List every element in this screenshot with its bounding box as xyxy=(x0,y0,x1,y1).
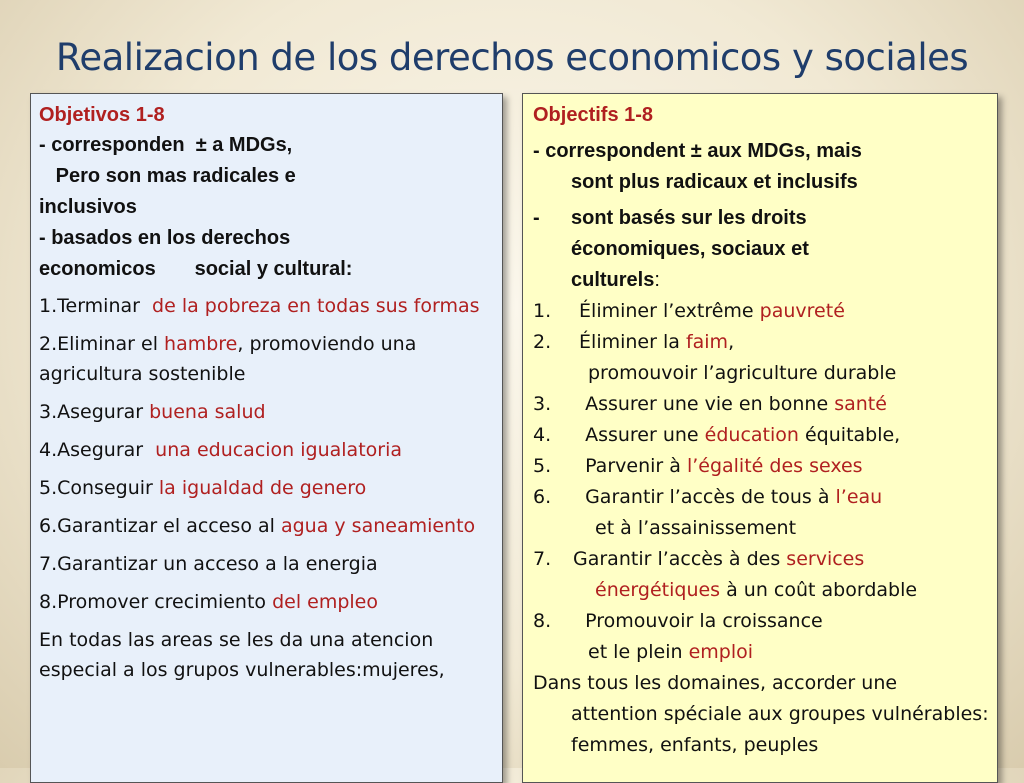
spanish-panel xyxy=(30,93,503,783)
left-closing-note: En todas las areas se les da una atencion especial a los grupos vulnerables:mujeres, xyxy=(39,629,445,681)
objectif-continuation xyxy=(533,513,989,544)
objective-text: 6.Garantizar el acceso al xyxy=(39,515,281,537)
objective-text: 7.Garantizar un acceso a la energia xyxy=(39,553,378,575)
right-intro-line: économiques, sociaux et xyxy=(571,238,809,260)
objective-item-2 xyxy=(39,329,492,389)
objective-highlight: la igualdad de genero xyxy=(158,477,367,499)
right-intro-line: - correspondent ± aux MDGs, mais xyxy=(533,140,862,162)
right-intro-colon: : xyxy=(654,269,660,291)
objectif-highlight: santé xyxy=(834,393,887,415)
objective-item-4 xyxy=(39,435,492,465)
objectif-item-5 xyxy=(533,451,989,482)
item-number: 3. xyxy=(533,393,552,415)
objective-text: 8.Promover crecimiento xyxy=(39,591,273,613)
objective-highlight: del empleo xyxy=(272,591,378,613)
left-intro-line: economicos social y cultural: xyxy=(39,258,353,280)
objective-item-1 xyxy=(39,291,492,321)
objectif-highlight: services xyxy=(786,548,865,570)
objective-item-8 xyxy=(39,587,492,617)
objective-text: 5.Conseguir xyxy=(39,477,159,499)
dash-bullet: - xyxy=(533,207,540,229)
objectif-continuation xyxy=(533,637,989,668)
objectif-item-2 xyxy=(533,327,989,358)
item-number: 7. xyxy=(533,548,552,570)
objective-text: 2.Eliminar el xyxy=(39,333,165,355)
item-number: 1. xyxy=(533,300,552,322)
objectif-item-6 xyxy=(533,482,989,513)
objectif-text: Éliminer l’extrême xyxy=(573,300,760,322)
objectif-text: Parvenir à xyxy=(573,455,687,477)
objective-text: 3.Asegurar xyxy=(39,401,150,423)
right-intro-text: sont basés sur les droits xyxy=(571,207,807,229)
objectif-text: et le plein xyxy=(588,641,689,663)
objective-highlight: de la pobreza en todas sus formas xyxy=(152,295,480,317)
right-intro-line xyxy=(533,265,989,296)
left-intro-line: - basados en los derechos xyxy=(39,227,291,249)
objective-item-5 xyxy=(39,473,492,503)
objectif-item-3 xyxy=(533,389,989,420)
objectif-text: Garantir l’accès à des xyxy=(573,548,787,570)
objectif-item-7 xyxy=(533,544,989,575)
left-panel-heading: Objetivos 1-8 xyxy=(39,104,165,126)
french-panel xyxy=(522,93,998,783)
objective-item-6 xyxy=(39,511,492,541)
slide-title: Realizacion de los derechos economicos y sociales xyxy=(55,36,969,79)
objective-text: , promoviendo una agricultura sostenible xyxy=(39,333,423,385)
objective-highlight: buena salud xyxy=(149,401,266,423)
item-number: 8. xyxy=(533,610,552,632)
right-closing-note-first: Dans tous les domaines, accorder une xyxy=(533,672,898,694)
objective-item-3 xyxy=(39,397,492,427)
item-number: 5. xyxy=(533,455,552,477)
objectif-item-8 xyxy=(533,606,989,637)
objectif-text: à un coût abordable xyxy=(720,579,918,601)
objectif-text: et à l’assainissement xyxy=(595,517,797,539)
objectif-text: Garantir l’accès de tous à xyxy=(573,486,836,508)
right-intro-basis xyxy=(533,203,989,234)
right-intro-line: sont plus radicaux et inclusifs xyxy=(571,171,858,193)
right-intro-text: culturels xyxy=(571,269,655,291)
objective-text: 4.Asegurar xyxy=(39,439,156,461)
objectif-highlight: pauvreté xyxy=(759,300,845,322)
objectif-highlight: éducation xyxy=(704,424,799,446)
item-number: 6. xyxy=(533,486,552,508)
left-intro-line: - corresponden ± a MDGs, xyxy=(39,134,293,156)
objective-text: 1.Terminar xyxy=(39,295,153,317)
objective-item-7 xyxy=(39,549,492,579)
objectif-highlight: emploi xyxy=(688,641,754,663)
item-number: 4. xyxy=(533,424,552,446)
objectif-text: Éliminer la xyxy=(573,331,686,353)
objective-highlight: agua y saneamiento xyxy=(280,515,476,537)
objectif-highlight: l’eau xyxy=(835,486,883,508)
french-objectives-list xyxy=(533,296,989,668)
objectif-item-4 xyxy=(533,420,989,451)
objectif-text: Promouvoir la croissance xyxy=(573,610,823,632)
item-number: 2. xyxy=(533,331,552,353)
objectif-text: promouvoir l’agriculture durable xyxy=(588,362,897,384)
objectif-text: équitable, xyxy=(798,424,901,446)
right-panel-heading: Objectifs 1-8 xyxy=(533,104,654,126)
objectif-text: , xyxy=(728,331,735,353)
objectif-highlight: faim xyxy=(685,331,729,353)
objective-highlight: hambre xyxy=(164,333,238,355)
objectif-text: Assurer une vie en bonne xyxy=(573,393,835,415)
objective-highlight: una educacion igualatoria xyxy=(155,439,403,461)
objectif-continuation xyxy=(533,358,989,389)
objectif-highlight: énergétiques xyxy=(595,579,721,601)
left-intro-line: Pero son mas radicales e xyxy=(39,165,296,187)
objectif-text: Assurer une xyxy=(573,424,705,446)
objectif-item-1 xyxy=(533,296,989,327)
right-closing-note-rest: attention spéciale aux groupes vulnérables: femmes, enfants, peuples xyxy=(571,703,995,756)
objectif-continuation xyxy=(533,575,989,606)
left-intro-line: inclusivos xyxy=(39,196,137,218)
objectif-highlight: l’égalité des sexes xyxy=(686,455,863,477)
